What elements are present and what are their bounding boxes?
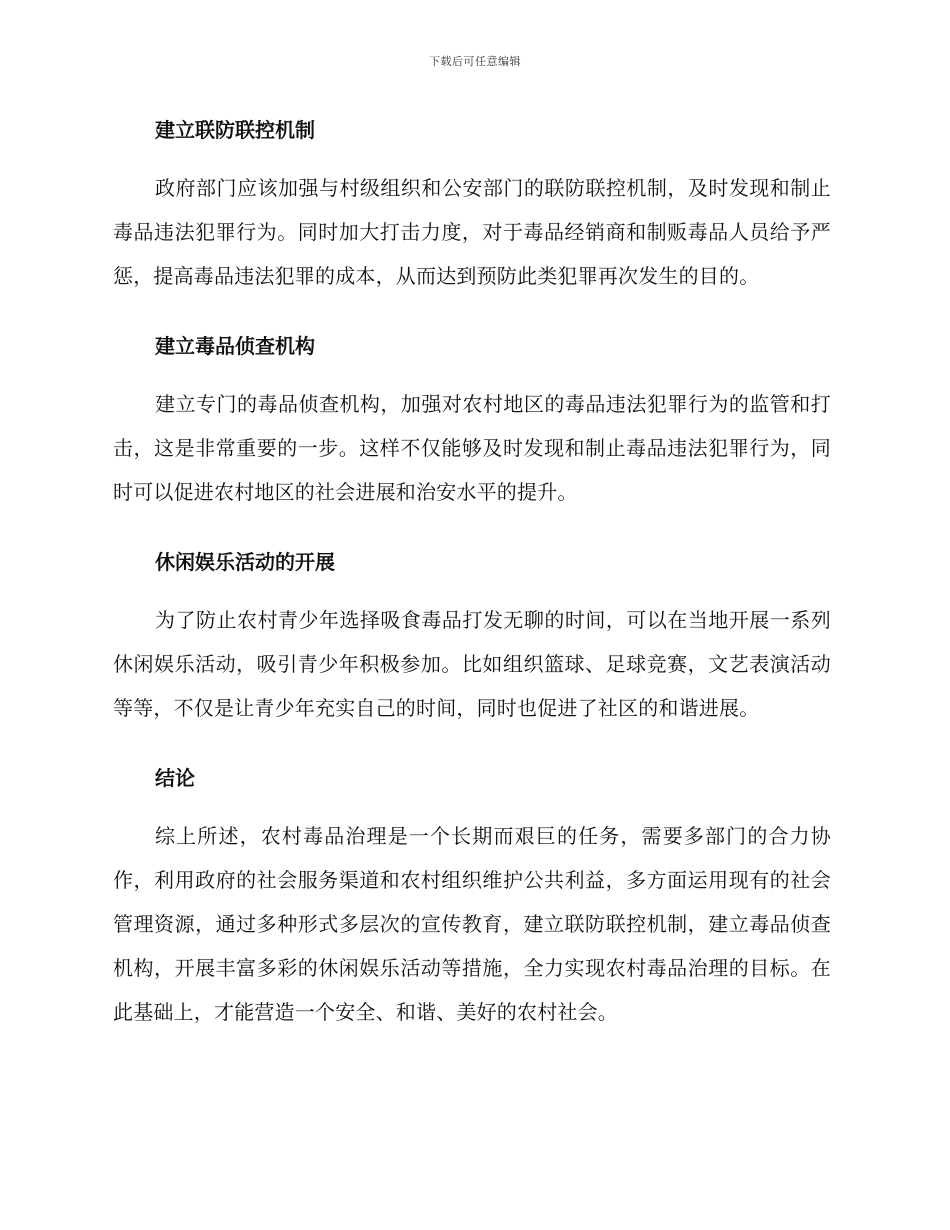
- section-paragraph-leisure-activities: 为了防止农村青少年选择吸食毒品打发无聊的时间，可以在当地开展一系列休闲娱乐活动，吸引青少年积极参加。比如组织篮球、足球竞赛，文艺表演活动等等，不仅是让青少年充实自己的时间，同时也促进了社区的和谐进展。: [113, 608, 831, 720]
- section-title-drug-investigation: 建立毒品侦查机构: [155, 334, 315, 358]
- document-body: [113, 108, 831, 1034]
- section-paragraph-conclusion: 综上所述，农村毒品治理是一个长期而艰巨的任务，需要多部门的合力协作，利用政府的社会服务渠道和农村组织维护公共利益，多方面运用现有的社会管理资源，通过多种形式多层次的宣传教育，建立联防联控机制，建立毒品侦查机构，开展丰富多彩的休闲娱乐活动等措施，全力实现农村毒品治理的目标。在此基础上，才能营造一个安全、和谐、美好的农村社会。: [113, 824, 831, 1024]
- section-title-conclusion: 结论: [155, 766, 195, 790]
- header-note: 下载后可任意编辑: [429, 55, 521, 68]
- section-title-leisure-activities: 休闲娱乐活动的开展: [155, 550, 335, 574]
- section-title-joint-control: 建立联防联控机制: [155, 118, 315, 142]
- section-paragraph-joint-control: 政府部门应该加强与村级组织和公安部门的联防联控机制，及时发现和制止毒品违法犯罪行为。同时加大打击力度，对于毒品经销商和制贩毒品人员给予严惩，提高毒品违法犯罪的成本，从而达到预防此类犯罪再次发生的目的。: [113, 176, 831, 288]
- section-paragraph-drug-investigation: 建立专门的毒品侦查机构，加强对农村地区的毒品违法犯罪行为的监管和打击，这是非常重要的一步。这样不仅能够及时发现和制止毒品违法犯罪行为，同时可以促进农村地区的社会进展和治安水平的提升。: [113, 392, 831, 504]
